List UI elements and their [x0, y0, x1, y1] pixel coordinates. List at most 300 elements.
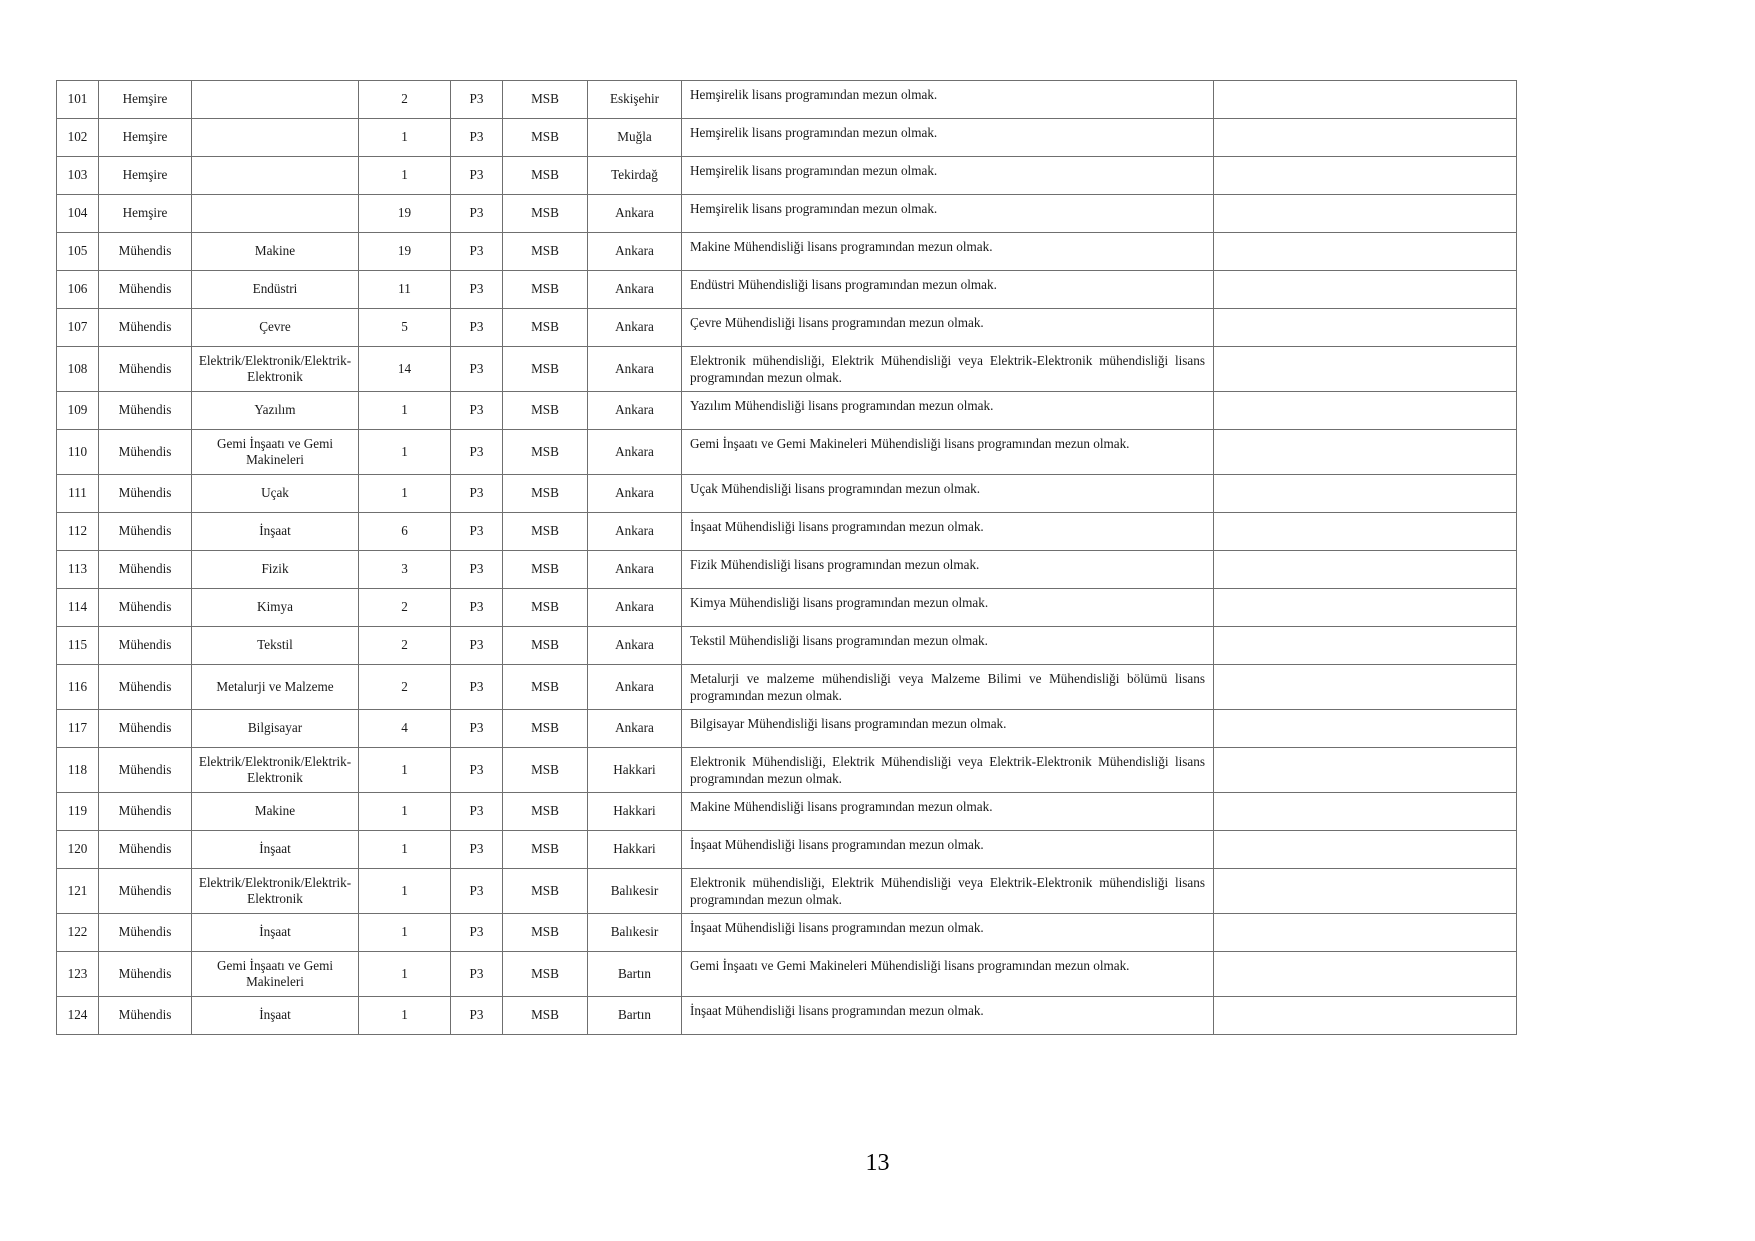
cell-adet [359, 793, 451, 831]
cell-kpss-puan-turu-text: P3 [469, 281, 484, 297]
cell-kurum [503, 513, 588, 551]
cell-brans-text: Elektrik/Elektronik/Elektrik-Elektronik [198, 874, 352, 906]
cell-kpss-puan-turu-text: P3 [469, 485, 484, 501]
cell-il-text: Ankara [615, 360, 654, 376]
cell-aranan-nitelik [682, 81, 1214, 119]
cell-kurum-text: MSB [531, 167, 559, 183]
cell-brans [192, 952, 359, 997]
cell-il [588, 869, 682, 914]
cell-kurum [503, 157, 588, 195]
cell-unvan-text: Mühendis [118, 402, 172, 418]
cell-adet [359, 952, 451, 997]
cell-adet-text: 14 [397, 360, 412, 376]
cell-brans-text: Gemi İnşaatı ve Gemi Makineleri [216, 957, 334, 989]
cell-unvan-text: Mühendis [118, 965, 172, 981]
cell-aranan-nitelik-text: Fizik Mühendisliği lisans programından mezun olmak. [690, 557, 980, 572]
cell-adet-text: 19 [397, 205, 412, 221]
cell-aranan-nitelik [682, 914, 1214, 952]
cell-brans [192, 430, 359, 475]
cell-il-text: Hakkari [613, 841, 656, 857]
cell-brans [192, 627, 359, 665]
cell-aciklama-text [1214, 195, 1516, 232]
cell-adet [359, 392, 451, 430]
cell-adet [359, 914, 451, 952]
cell-aranan-nitelik [682, 793, 1214, 831]
cell-aranan-nitelik [682, 627, 1214, 665]
cell-unvan-text: Mühendis [118, 924, 172, 940]
cell-kpss-puan-turu-text: P3 [469, 167, 484, 183]
cell-aranan-nitelik [682, 589, 1214, 627]
table-row [57, 551, 1517, 589]
cell-il [588, 81, 682, 119]
cell-aranan-nitelik-text: Elektronik mühendisliği, Elektrik Mühendisliği veya Elektrik-Elektronik mühendisliği lisans programından mezun olmak. [690, 353, 1205, 386]
cell-unvan [99, 793, 192, 831]
cell-aciklama-text [1214, 233, 1516, 270]
cell-brans-text: Metalurji ve Malzeme [216, 678, 334, 694]
cell-brans [192, 309, 359, 347]
cell-kpss-puan-turu-text: P3 [469, 402, 484, 418]
cell-kpss-puan-turu-text: P3 [469, 924, 484, 940]
cell-unvan-text: Mühendis [118, 637, 172, 653]
cell-il-text: Eskişehir [609, 91, 660, 107]
cell-adet [359, 81, 451, 119]
cell-kurum-text: MSB [531, 243, 559, 259]
cell-aranan-nitelik [682, 869, 1214, 914]
cell-kpss-puan-turu [451, 748, 503, 793]
cell-aciklama-text [1214, 665, 1516, 709]
cell-adet [359, 869, 451, 914]
cell-il [588, 665, 682, 710]
cell-sira-no [57, 513, 99, 551]
cell-aciklama [1214, 309, 1517, 347]
cell-brans [192, 551, 359, 589]
cell-kurum [503, 589, 588, 627]
cell-kurum-text: MSB [531, 761, 559, 777]
cell-il [588, 157, 682, 195]
table-row [57, 710, 1517, 748]
cell-kurum [503, 271, 588, 309]
cell-aciklama [1214, 157, 1517, 195]
cell-sira-no-text: 101 [67, 91, 88, 107]
cell-aranan-nitelik-text: İnşaat Mühendisliği lisans programından mezun olmak. [690, 920, 984, 935]
cell-unvan [99, 952, 192, 997]
page-number: 13 [865, 1150, 890, 1176]
cell-kpss-puan-turu [451, 952, 503, 997]
table-row [57, 665, 1517, 710]
cell-kpss-puan-turu-text: P3 [469, 243, 484, 259]
cell-brans-text: İnşaat [259, 523, 291, 539]
cell-sira-no-text: 105 [67, 243, 88, 259]
cell-brans [192, 665, 359, 710]
cell-sira-no [57, 793, 99, 831]
cell-unvan-text: Mühendis [118, 599, 172, 615]
cell-adet-text: 1 [401, 882, 408, 898]
cell-aranan-nitelik-text: Hemşirelik lisans programından mezun olmak. [690, 87, 938, 102]
cell-brans-text: Kimya [257, 599, 293, 615]
table-row [57, 869, 1517, 914]
table-row [57, 793, 1517, 831]
cell-il-text: Ankara [615, 319, 654, 335]
cell-aciklama-text [1214, 997, 1516, 1034]
cell-aciklama-text [1214, 475, 1516, 512]
cell-kurum-text: MSB [531, 402, 559, 418]
cell-kurum [503, 233, 588, 271]
cell-unvan-text: Mühendis [118, 678, 172, 694]
cell-brans-text: Endüstri [252, 281, 298, 297]
cell-aciklama-text [1214, 710, 1516, 747]
cell-aranan-nitelik [682, 195, 1214, 233]
cell-sira-no-text: 123 [67, 965, 88, 981]
cell-brans-text: İnşaat [259, 1007, 291, 1023]
cell-aciklama-text [1214, 952, 1516, 996]
cell-aranan-nitelik [682, 551, 1214, 589]
table-row [57, 119, 1517, 157]
cell-kurum-text: MSB [531, 678, 559, 694]
cell-adet-text: 1 [401, 485, 408, 501]
cell-kpss-puan-turu-text: P3 [469, 637, 484, 653]
cell-brans-text: Makine [254, 803, 296, 819]
cell-aciklama-text [1214, 430, 1516, 474]
cell-aciklama-text [1214, 119, 1516, 156]
cell-kpss-puan-turu [451, 869, 503, 914]
cell-adet-text: 2 [401, 599, 408, 615]
cell-sira-no [57, 869, 99, 914]
cell-brans [192, 710, 359, 748]
cell-adet-text: 2 [401, 91, 408, 107]
cell-aranan-nitelik-text: Çevre Mühendisliği lisans programından mezun olmak. [690, 315, 984, 330]
cell-brans-text: İnşaat [259, 924, 291, 940]
cell-il-text: Ankara [615, 678, 654, 694]
cell-unvan [99, 157, 192, 195]
cell-kurum-text: MSB [531, 91, 559, 107]
cell-unvan-text: Mühendis [118, 443, 172, 459]
cell-aranan-nitelik [682, 665, 1214, 710]
cell-sira-no [57, 119, 99, 157]
cell-il-text: Ankara [615, 599, 654, 615]
cell-kpss-puan-turu-text: P3 [469, 561, 484, 577]
cell-brans [192, 914, 359, 952]
cell-unvan [99, 710, 192, 748]
cell-kurum-text: MSB [531, 485, 559, 501]
cell-kpss-puan-turu-text: P3 [469, 678, 484, 694]
table-body [57, 81, 1517, 1035]
cell-kpss-puan-turu [451, 475, 503, 513]
cell-sira-no-text: 115 [67, 637, 88, 653]
cell-unvan-text: Mühendis [118, 720, 172, 736]
table-row [57, 347, 1517, 392]
cell-brans [192, 157, 359, 195]
cell-kpss-puan-turu-text: P3 [469, 129, 484, 145]
cell-aranan-nitelik-text: Endüstri Mühendisliği lisans programından mezun olmak. [690, 277, 997, 292]
cell-il-text: Ankara [615, 485, 654, 501]
cell-adet [359, 347, 451, 392]
cell-kurum [503, 309, 588, 347]
cell-sira-no-text: 120 [67, 841, 88, 857]
cell-unvan-text: Hemşire [122, 129, 168, 145]
cell-sira-no [57, 309, 99, 347]
cell-sira-no-text: 102 [67, 129, 88, 145]
cell-kurum [503, 793, 588, 831]
cell-aciklama [1214, 869, 1517, 914]
cell-brans [192, 195, 359, 233]
cell-il-text: Ankara [615, 205, 654, 221]
cell-aranan-nitelik [682, 347, 1214, 392]
cell-unvan [99, 513, 192, 551]
cell-aciklama [1214, 271, 1517, 309]
cell-aranan-nitelik-text: Gemi İnşaatı ve Gemi Makineleri Mühendisliği lisans programından mezun olmak. [690, 958, 1130, 973]
cell-unvan-text: Mühendis [118, 485, 172, 501]
cell-adet [359, 309, 451, 347]
cell-aranan-nitelik-text: Hemşirelik lisans programından mezun olmak. [690, 201, 938, 216]
cell-sira-no [57, 551, 99, 589]
cell-aciklama-text [1214, 271, 1516, 308]
cell-adet [359, 513, 451, 551]
cell-kpss-puan-turu-text: P3 [469, 599, 484, 615]
cell-unvan-text: Mühendis [118, 841, 172, 857]
cell-kpss-puan-turu-text: P3 [469, 1007, 484, 1023]
cell-brans [192, 589, 359, 627]
cell-unvan [99, 627, 192, 665]
cell-aranan-nitelik-text: Tekstil Mühendisliği lisans programından mezun olmak. [690, 633, 988, 648]
cell-sira-no-text: 103 [67, 167, 88, 183]
cell-brans-text: Çevre [259, 319, 291, 335]
table-row [57, 195, 1517, 233]
cell-aciklama [1214, 81, 1517, 119]
cell-sira-no [57, 347, 99, 392]
cell-aciklama-text [1214, 347, 1516, 391]
cell-kurum-text: MSB [531, 965, 559, 981]
cell-il [588, 233, 682, 271]
cell-aranan-nitelik-text: Metalurji ve malzeme mühendisliği veya Malzeme Bilimi ve Mühendisliği bölümü lisans programından mezun olmak. [690, 671, 1205, 704]
cell-il-text: Ankara [615, 402, 654, 418]
cell-brans [192, 119, 359, 157]
cell-unvan-text: Mühendis [118, 761, 172, 777]
cell-kurum [503, 627, 588, 665]
cell-adet [359, 551, 451, 589]
cell-aciklama [1214, 475, 1517, 513]
cell-aranan-nitelik [682, 475, 1214, 513]
cell-kurum-text: MSB [531, 924, 559, 940]
cell-sira-no [57, 233, 99, 271]
cell-il [588, 392, 682, 430]
cell-unvan [99, 81, 192, 119]
cell-sira-no [57, 952, 99, 997]
cell-kurum [503, 347, 588, 392]
cell-kpss-puan-turu-text: P3 [469, 360, 484, 376]
cell-aciklama [1214, 119, 1517, 157]
cell-kpss-puan-turu [451, 309, 503, 347]
cell-kpss-puan-turu-text: P3 [469, 761, 484, 777]
table-row [57, 627, 1517, 665]
cell-kurum-text: MSB [531, 523, 559, 539]
cell-adet [359, 119, 451, 157]
cell-unvan [99, 392, 192, 430]
cell-sira-no-text: 108 [67, 360, 88, 376]
cell-kpss-puan-turu [451, 195, 503, 233]
cell-aranan-nitelik-text: Kimya Mühendisliği lisans programından mezun olmak. [690, 595, 989, 610]
cell-adet-text: 1 [401, 1007, 408, 1023]
cell-aciklama [1214, 710, 1517, 748]
cell-kpss-puan-turu [451, 392, 503, 430]
cell-kurum [503, 430, 588, 475]
cell-aranan-nitelik [682, 952, 1214, 997]
cell-il-text: Bartın [618, 965, 651, 981]
cell-kurum [503, 665, 588, 710]
cell-aciklama-text [1214, 914, 1516, 951]
cell-unvan-text: Mühendis [118, 803, 172, 819]
cell-aciklama [1214, 793, 1517, 831]
cell-aranan-nitelik-text: Hemşirelik lisans programından mezun olmak. [690, 163, 938, 178]
cell-brans [192, 271, 359, 309]
cell-aciklama-text [1214, 309, 1516, 346]
cell-il [588, 793, 682, 831]
cell-aranan-nitelik [682, 119, 1214, 157]
cell-brans [192, 997, 359, 1035]
cell-il [588, 710, 682, 748]
cell-unvan-text: Mühendis [118, 561, 172, 577]
cell-aranan-nitelik-text: Yazılım Mühendisliği lisans programından mezun olmak. [690, 398, 994, 413]
cell-kurum-text: MSB [531, 1007, 559, 1023]
cell-aciklama [1214, 627, 1517, 665]
cell-adet-text: 4 [401, 720, 408, 736]
table-row [57, 309, 1517, 347]
cell-adet [359, 665, 451, 710]
cell-adet-text: 1 [401, 167, 408, 183]
cell-il-text: Ankara [615, 523, 654, 539]
cell-sira-no-text: 104 [67, 205, 88, 221]
cell-brans-text: Bilgisayar [247, 720, 303, 736]
cell-unvan [99, 869, 192, 914]
cell-aranan-nitelik-text: İnşaat Mühendisliği lisans programından mezun olmak. [690, 837, 984, 852]
cell-sira-no [57, 665, 99, 710]
table-row [57, 952, 1517, 997]
cell-sira-no-text: 119 [67, 803, 88, 819]
cell-unvan-text: Hemşire [122, 91, 168, 107]
cell-kpss-puan-turu [451, 233, 503, 271]
cell-kurum-text: MSB [531, 443, 559, 459]
cell-il [588, 119, 682, 157]
cell-brans [192, 869, 359, 914]
cell-unvan-text: Mühendis [118, 243, 172, 259]
cell-aciklama-text [1214, 551, 1516, 588]
cell-aranan-nitelik [682, 831, 1214, 869]
cell-kurum-text: MSB [531, 205, 559, 221]
cell-brans-text: Gemi İnşaatı ve Gemi Makineleri [216, 435, 334, 467]
cell-brans-text: İnşaat [259, 841, 291, 857]
cell-il-text: Hakkari [613, 803, 656, 819]
cell-il [588, 627, 682, 665]
cell-il [588, 748, 682, 793]
cell-unvan [99, 997, 192, 1035]
cell-sira-no [57, 430, 99, 475]
cell-sira-no-text: 106 [67, 281, 88, 297]
cell-kurum [503, 710, 588, 748]
cell-kpss-puan-turu [451, 157, 503, 195]
cell-unvan [99, 430, 192, 475]
cell-aranan-nitelik [682, 513, 1214, 551]
cell-unvan [99, 665, 192, 710]
cell-sira-no-text: 124 [67, 1007, 88, 1023]
cell-aciklama-text [1214, 81, 1516, 118]
table-row [57, 81, 1517, 119]
table-row [57, 997, 1517, 1035]
cell-il [588, 195, 682, 233]
cell-adet [359, 157, 451, 195]
cell-kpss-puan-turu [451, 589, 503, 627]
cell-adet-text: 1 [401, 965, 408, 981]
cell-aranan-nitelik [682, 233, 1214, 271]
cell-aciklama [1214, 914, 1517, 952]
position-listing-table-wrapper [56, 80, 1516, 1035]
cell-unvan-text: Hemşire [122, 205, 168, 221]
cell-aciklama-text [1214, 793, 1516, 830]
cell-adet-text: 1 [401, 803, 408, 819]
cell-kurum-text: MSB [531, 841, 559, 857]
cell-sira-no [57, 475, 99, 513]
cell-aranan-nitelik [682, 271, 1214, 309]
cell-unvan [99, 195, 192, 233]
cell-adet [359, 475, 451, 513]
cell-kpss-puan-turu-text: P3 [469, 523, 484, 539]
cell-il-text: Bartın [618, 1007, 651, 1023]
cell-aranan-nitelik-text: Hemşirelik lisans programından mezun olmak. [690, 125, 938, 140]
cell-sira-no [57, 392, 99, 430]
cell-adet-text: 11 [398, 281, 411, 297]
cell-kpss-puan-turu [451, 81, 503, 119]
cell-il-text: Ankara [615, 637, 654, 653]
cell-aranan-nitelik [682, 430, 1214, 475]
cell-unvan [99, 347, 192, 392]
cell-il-text: Tekirdağ [611, 167, 658, 183]
cell-il [588, 589, 682, 627]
cell-brans-text: Fizik [261, 561, 289, 577]
cell-sira-no-text: 113 [67, 561, 88, 577]
cell-unvan-text: Mühendis [118, 1007, 172, 1023]
cell-sira-no [57, 81, 99, 119]
cell-adet [359, 997, 451, 1035]
cell-il [588, 831, 682, 869]
cell-aranan-nitelik [682, 997, 1214, 1035]
cell-kpss-puan-turu-text: P3 [469, 205, 484, 221]
cell-adet-text: 19 [397, 243, 412, 259]
cell-adet [359, 831, 451, 869]
cell-brans [192, 831, 359, 869]
cell-brans [192, 81, 359, 119]
table-row [57, 233, 1517, 271]
cell-brans-text: Elektrik/Elektronik/Elektrik-Elektronik [198, 352, 352, 384]
cell-kpss-puan-turu [451, 793, 503, 831]
cell-kpss-puan-turu [451, 347, 503, 392]
cell-kurum [503, 81, 588, 119]
cell-unvan-text: Mühendis [118, 360, 172, 376]
cell-adet [359, 710, 451, 748]
cell-il [588, 914, 682, 952]
cell-adet [359, 195, 451, 233]
cell-kpss-puan-turu [451, 665, 503, 710]
cell-kurum [503, 392, 588, 430]
cell-il [588, 952, 682, 997]
cell-kpss-puan-turu [451, 914, 503, 952]
cell-aranan-nitelik [682, 157, 1214, 195]
table-row [57, 157, 1517, 195]
cell-kpss-puan-turu [451, 997, 503, 1035]
cell-unvan [99, 119, 192, 157]
table-row [57, 748, 1517, 793]
cell-aciklama [1214, 665, 1517, 710]
cell-brans [192, 748, 359, 793]
cell-kpss-puan-turu-text: P3 [469, 841, 484, 857]
cell-aciklama [1214, 551, 1517, 589]
